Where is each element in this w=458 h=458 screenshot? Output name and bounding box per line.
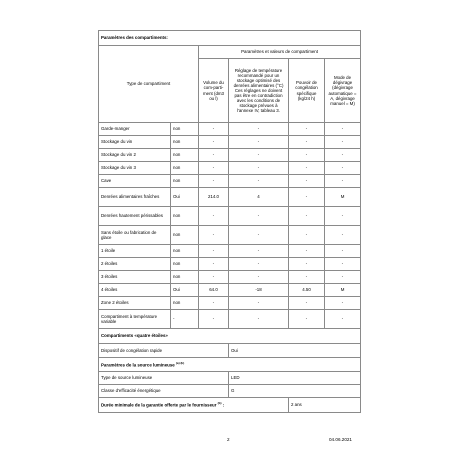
compartment-type: Cave (99, 175, 171, 188)
four-star-title: Compartiments «quatre étoiles» (99, 329, 361, 344)
compartment-present: non (171, 297, 199, 310)
compartment-defrost-mode: - (325, 123, 361, 136)
compartment-row (99, 310, 361, 329)
compartment-temperature: - (229, 136, 289, 149)
page-number: 2 (227, 437, 230, 442)
compartment-temperature: - (229, 271, 289, 284)
header-defrost-mode: Mode de dégivrage (dégivrage automatique = A, dégivrage manuel = M) (325, 59, 361, 123)
header-temperature: Réglage de température recommandé pour un stockage optimisé des denrées alimentaires (°C) Ces réglages ne doivent pas être en contradiction avec les conditions de stockage prévues à l'annexe IV, tableau 3. (229, 59, 289, 123)
compartment-present: non (171, 207, 199, 226)
compartment-row (99, 136, 361, 149)
compartment-volume: 214.0 (199, 188, 229, 207)
compartment-type: 3 étoiles (99, 271, 171, 284)
compartment-freezing-capacity: - (289, 297, 325, 310)
compartment-type: 2 étoiles (99, 258, 171, 271)
compartment-present: Oui (171, 188, 199, 207)
compartment-present: non (171, 162, 199, 175)
compartment-temperature: - (229, 226, 289, 245)
warranty-label-text: Durée minimale de la garantie offerte par le fournisseur (101, 402, 217, 408)
compartment-present: non (171, 149, 199, 162)
compartment-freezing-capacity: - (289, 123, 325, 136)
compartment-present: non (171, 175, 199, 188)
compartment-volume: - (199, 258, 229, 271)
compartment-temperature: - (229, 149, 289, 162)
compartment-defrost-mode: - (325, 226, 361, 245)
header-freezing-capacity: Pouvoir de congélation spécifique (kg/24 h) (289, 59, 325, 123)
compartment-volume: - (199, 245, 229, 258)
compartment-present: non (171, 258, 199, 271)
compartment-type: Sans étoile ou fabrication de glace (99, 226, 171, 245)
compartment-volume: - (199, 149, 229, 162)
compartment-freezing-capacity: - (289, 258, 325, 271)
compartment-temperature: -18 (229, 284, 289, 297)
compartment-parameters-table (98, 30, 361, 413)
page-footer (0, 437, 458, 445)
compartment-volume: - (199, 297, 229, 310)
compartment-parameters-sheet (98, 30, 360, 413)
warranty-note: (b) (217, 401, 222, 406)
compartment-temperature: - (229, 310, 289, 329)
compartment-type: Denrées alimentaires fraîches (99, 188, 171, 207)
compartment-row (99, 149, 361, 162)
compartment-defrost-mode: - (325, 162, 361, 175)
compartment-defrost-mode: - (325, 149, 361, 162)
compartment-volume: - (199, 136, 229, 149)
compartment-defrost-mode: - (325, 297, 361, 310)
compartment-row (99, 258, 361, 271)
compartment-freezing-capacity: - (289, 245, 325, 258)
compartment-freezing-capacity: - (289, 175, 325, 188)
compartment-defrost-mode: - (325, 310, 361, 329)
compartment-volume: 64.0 (199, 284, 229, 297)
compartment-freezing-capacity: - (289, 188, 325, 207)
compartment-temperature: - (229, 207, 289, 226)
compartment-defrost-mode: M (325, 284, 361, 297)
compartment-freezing-capacity: - (289, 149, 325, 162)
header-type: Type de compartiment (99, 46, 199, 123)
compartment-present: non (171, 245, 199, 258)
compartment-row (99, 297, 361, 310)
compartment-freezing-capacity: - (289, 207, 325, 226)
compartment-freezing-capacity: - (289, 162, 325, 175)
compartment-defrost-mode: - (325, 207, 361, 226)
document-date: 04.06.2021 (329, 437, 352, 442)
compartment-type: 4 étoiles (99, 284, 171, 297)
compartment-row (99, 245, 361, 258)
warranty-label: Durée minimale de la garantie offerte par le fournisseur $^{(b)}$ : (99, 398, 289, 413)
compartment-row (99, 207, 361, 226)
compartment-present: non (171, 226, 199, 245)
compartment-row (99, 284, 361, 297)
quick-freeze-label: Dispositif de congélation rapide (99, 344, 229, 358)
compartment-temperature: 4 (229, 188, 289, 207)
light-type-value: LED (229, 372, 361, 385)
light-type-label: Type de source lumineuse (99, 372, 229, 385)
energy-class-label: Classe d'efficacité énergétique (99, 385, 229, 398)
compartment-present: non (171, 136, 199, 149)
compartment-volume: - (199, 162, 229, 175)
compartment-volume: - (199, 123, 229, 136)
compartment-present: - (171, 310, 199, 329)
compartment-defrost-mode: - (325, 271, 361, 284)
compartment-temperature: - (229, 245, 289, 258)
compartment-freezing-capacity: - (289, 136, 325, 149)
compartment-row (99, 226, 361, 245)
compartment-type: Compartiment à température variable (99, 310, 171, 329)
compartment-row (99, 188, 361, 207)
compartment-temperature: - (229, 123, 289, 136)
header-params-group: Paramètres et valeurs de compartiment (199, 46, 361, 59)
warranty-value: 2 ans (289, 398, 361, 413)
compartment-type: Stockage du vin (99, 136, 171, 149)
compartment-type: Denrées hautement périssables (99, 207, 171, 226)
compartment-defrost-mode: - (325, 175, 361, 188)
compartment-row (99, 162, 361, 175)
compartment-temperature: - (229, 258, 289, 271)
compartment-row (99, 175, 361, 188)
compartment-volume: - (199, 226, 229, 245)
light-source-title (99, 358, 361, 372)
compartment-type: Zone 2 étoiles (99, 297, 171, 310)
compartment-row (99, 123, 361, 136)
compartment-row (99, 271, 361, 284)
compartment-present: Oui (171, 284, 199, 297)
compartment-volume: - (199, 175, 229, 188)
compartment-present: non (171, 123, 199, 136)
compartment-defrost-mode: - (325, 245, 361, 258)
compartment-defrost-mode: - (325, 258, 361, 271)
light-source-title-text: Paramètres de la source lumineuse (101, 362, 175, 368)
compartment-rows (99, 123, 361, 329)
compartment-defrost-mode: M (325, 188, 361, 207)
compartment-defrost-mode: - (325, 136, 361, 149)
compartment-freezing-capacity: - (289, 226, 325, 245)
compartment-freezing-capacity: - (289, 310, 325, 329)
compartment-temperature: - (229, 162, 289, 175)
compartment-freezing-capacity: 4.50 (289, 284, 325, 297)
header-volume: Volume du com-parti-ment (dm3 ou l) (199, 59, 229, 123)
compartment-type: Garde-manger (99, 123, 171, 136)
compartment-type: 1 étoile (99, 245, 171, 258)
quick-freeze-value: Oui (229, 344, 361, 358)
compartment-temperature: - (229, 297, 289, 310)
compartment-temperature: - (229, 175, 289, 188)
energy-class-value: G (229, 385, 361, 398)
section-title: Paramètres des compartiments: (99, 31, 361, 46)
compartment-volume: - (199, 207, 229, 226)
compartment-volume: - (199, 271, 229, 284)
compartment-type: Stockage du vin 2 (99, 149, 171, 162)
compartment-volume: - (199, 310, 229, 329)
compartment-type: Stockage du vin 3 (99, 162, 171, 175)
light-source-title-note: (a) (b) (175, 360, 185, 365)
compartment-freezing-capacity: - (289, 271, 325, 284)
compartment-present: non (171, 271, 199, 284)
